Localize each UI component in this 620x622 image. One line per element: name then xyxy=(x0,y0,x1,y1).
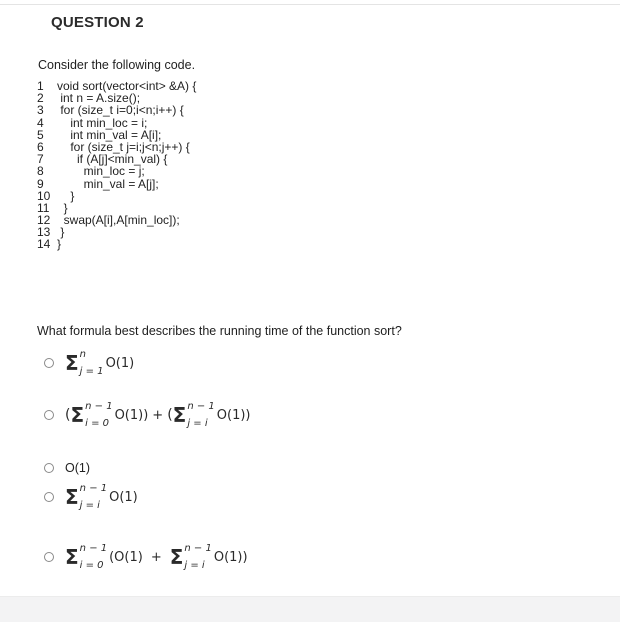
option-b[interactable] xyxy=(44,401,251,429)
code-line xyxy=(37,238,196,250)
code-text: } xyxy=(57,237,62,252)
code-text: int n = A.size(); xyxy=(57,91,141,106)
code-text: for (size_t j=i;j<n;j++) { xyxy=(57,139,190,154)
question-prompt: What formula best describes the running time of the function sort? xyxy=(37,324,402,338)
code-text: swap(A[i],A[min_loc]); xyxy=(57,213,180,228)
option-a[interactable] xyxy=(44,349,135,377)
question-heading: QUESTION 2 xyxy=(51,14,144,31)
radio-option-b[interactable] xyxy=(44,410,54,420)
line-number: 5 xyxy=(37,127,44,142)
line-number: 6 xyxy=(37,139,44,154)
code-text: } xyxy=(57,188,75,203)
code-text: int min_loc = i; xyxy=(57,115,148,130)
line-number: 10 xyxy=(37,188,51,203)
line-number: 8 xyxy=(37,164,44,179)
radio-option-d[interactable] xyxy=(44,492,54,502)
code-text: min_loc = j; xyxy=(57,164,145,179)
option-d-formula: Σ n − 1 j = i O(1) xyxy=(65,483,138,511)
radio-option-a[interactable] xyxy=(44,358,54,368)
option-a-formula: Σ n j = 1 O(1) xyxy=(65,349,135,377)
code-text: min_val = A[j]; xyxy=(57,176,159,191)
code-text: void sort(vector<int> &A) { xyxy=(57,79,197,93)
line-number: 1 xyxy=(37,79,44,93)
line-number: 11 xyxy=(37,200,50,215)
option-e[interactable] xyxy=(44,543,248,571)
code-text: } xyxy=(57,225,65,240)
question-intro: Consider the following code. xyxy=(38,58,196,72)
line-number: 7 xyxy=(37,152,44,167)
code-text: } xyxy=(57,200,68,215)
line-number: 3 xyxy=(37,103,44,118)
code-listing xyxy=(37,80,196,251)
radio-option-e[interactable] xyxy=(44,552,54,562)
line-number: 14 xyxy=(37,237,51,252)
bottom-band xyxy=(0,596,620,622)
option-b-formula: ( Σ n − 1 i = 0 O(1)) + ( Σ n − 1 j = i O(1)) xyxy=(65,401,251,429)
code-text: if (A[j]<min_val) { xyxy=(57,152,168,167)
line-number: 9 xyxy=(37,176,44,191)
top-divider xyxy=(0,4,620,5)
option-e-formula: Σ n − 1 i = 0 (O(1) + Σ n − 1 j = i O(1)) xyxy=(65,543,248,571)
option-d[interactable] xyxy=(44,483,138,511)
option-c[interactable] xyxy=(44,461,90,475)
line-number: 12 xyxy=(37,213,51,228)
code-text: int min_val = A[i]; xyxy=(57,127,162,142)
line-number: 2 xyxy=(37,91,44,106)
radio-option-c[interactable] xyxy=(44,463,54,473)
line-number: 13 xyxy=(37,225,51,240)
code-text: for (size_t i=0;i<n;i++) { xyxy=(57,103,184,118)
option-c-label: O(1) xyxy=(65,461,90,475)
line-number: 4 xyxy=(37,115,44,130)
